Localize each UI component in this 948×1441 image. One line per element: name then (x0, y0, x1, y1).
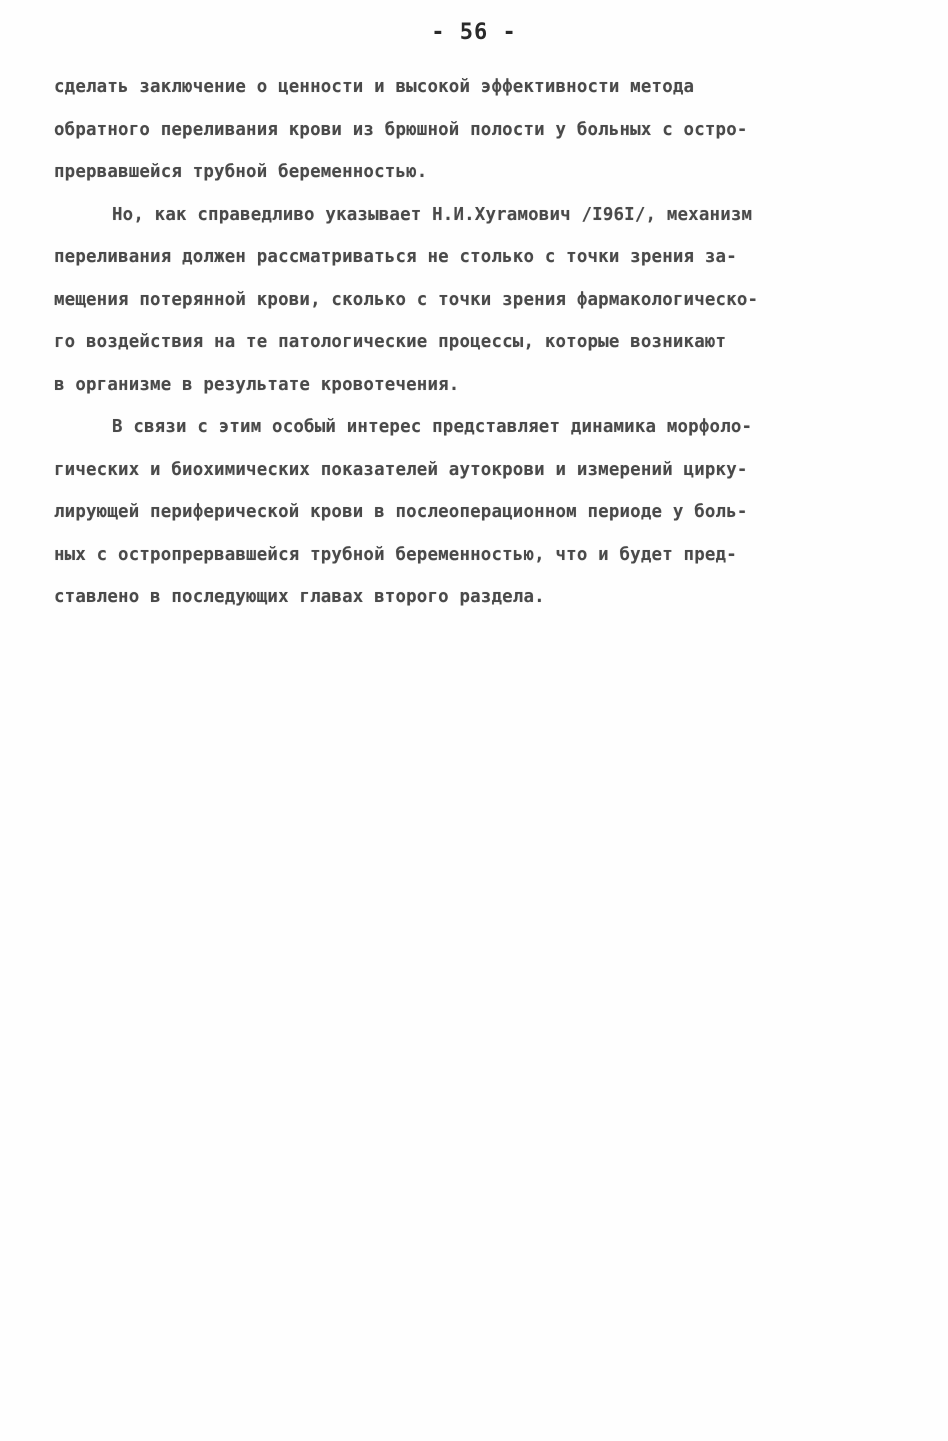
text-line: переливания должен рассматриваться не столько с точки зрения за- (54, 247, 737, 267)
page-number: - 56 - (431, 20, 517, 45)
text-line: Но, как справедливо указывает Н.И.Хуrамович /I96I/, механизм (112, 204, 753, 225)
paragraph-2 (54, 194, 894, 407)
paragraph-1 (54, 66, 894, 194)
body-text (54, 66, 894, 619)
text-line: гических и биохимических показателей аутокрови и измерений цирку- (54, 459, 748, 480)
text-line: прервавшейся трубной беременностью. (54, 162, 428, 182)
text-line: ставлено в последующих главах второго раздела. (54, 587, 545, 607)
text-line: ных с остропрервавшейся трубной беременностью, что и будет пред- (54, 544, 737, 565)
paragraph-3 (54, 406, 894, 619)
text-line: лирующей периферической крови в послеоперационном периоде у боль- (54, 502, 748, 522)
text-line: сделать заключение о ценности и высокой эффективности метода (54, 77, 695, 97)
text-line: В связи с этим особый интерес представляет динамика морфоло- (112, 417, 753, 437)
text-line: обратного переливания крови из брюшной полости у больных с остро- (54, 119, 748, 140)
text-line: го воздействия на те патологические процессы, которые возникают (54, 332, 727, 352)
text-line: в организме в результате кровотечения. (54, 374, 460, 395)
text-line: мещения потерянной крови, сколько с точки зрения фармакологическо- (54, 289, 759, 310)
